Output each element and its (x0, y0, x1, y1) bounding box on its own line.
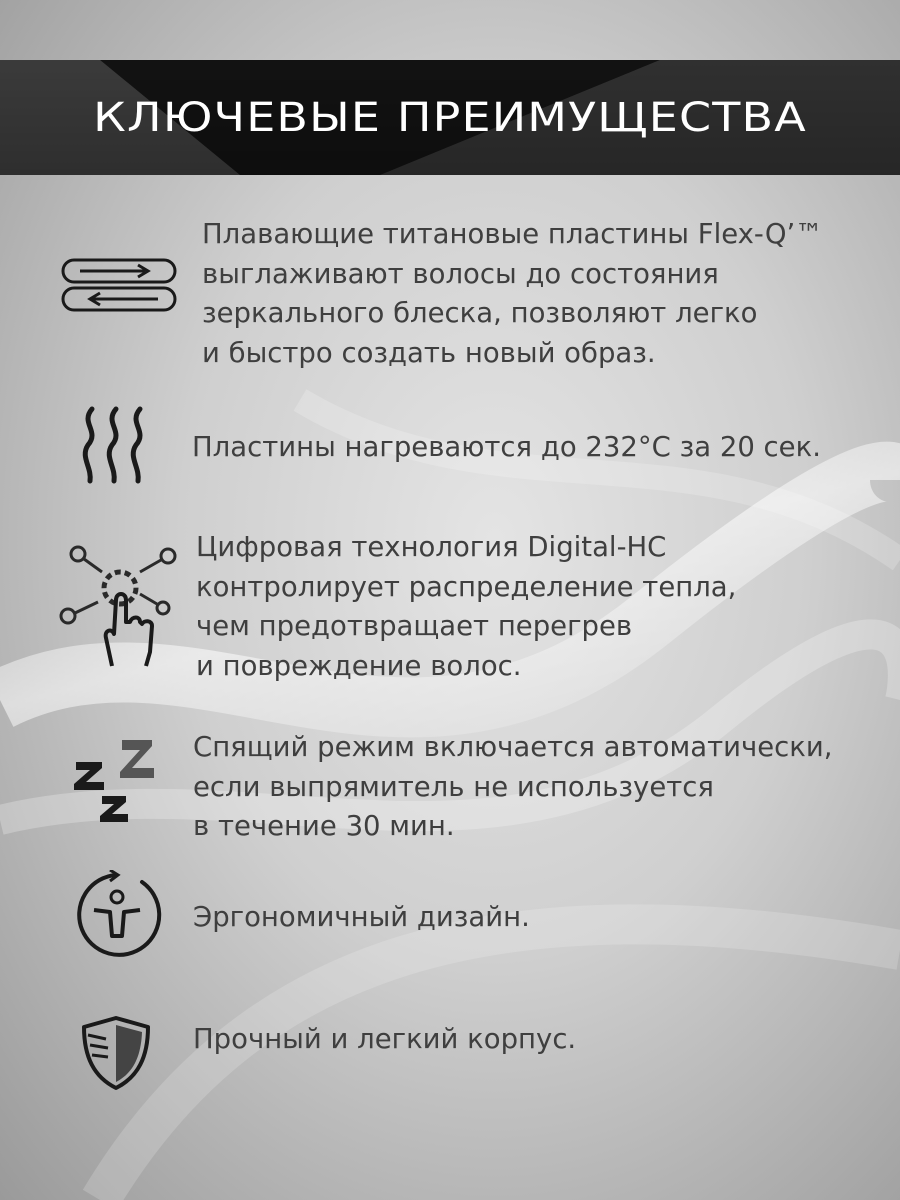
feature-text: Плавающие титановые пластины Flex-Q’™ выглаживают волосы до состояния зеркального блеска, позволяют легко и быстро создать новый образ. (202, 218, 823, 369)
feature-text: Спящий режим включается автоматически, если выпрямитель не используется в течение 30 мин. (193, 731, 833, 842)
feature-text: Прочный и легкий корпус. (193, 1023, 577, 1055)
digital-touch-icon (58, 542, 183, 672)
feature-text: Пластины нагреваются до 232°C за 20 сек. (192, 431, 821, 463)
plates-arrows-icon (60, 257, 180, 317)
ergonomic-person-icon (72, 870, 162, 960)
header-banner (0, 60, 900, 175)
sleep-zzz-icon (70, 736, 160, 826)
feature-text: Эргономичный дизайн. (193, 901, 530, 933)
shield-icon (80, 1015, 152, 1091)
feature-text: Цифровая технология Digital-HC контролирует распределение тепла, чем предотвращает перегрев и повреждение волос. (196, 531, 737, 682)
page-title: КЛЮЧЕВЫЕ ПРЕИМУЩЕСТВА (93, 94, 807, 141)
heat-waves-icon (78, 405, 158, 485)
